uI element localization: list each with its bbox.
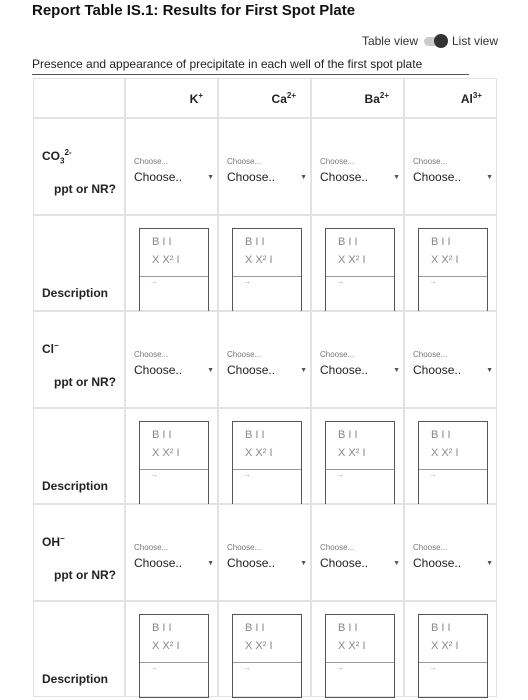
dropdown-value[interactable]: Choose.. — [227, 556, 276, 570]
description-cell-oh-k — [125, 601, 218, 697]
view-switch[interactable] — [422, 34, 448, 48]
editor-toolbar[interactable] — [140, 615, 208, 663]
format-buttons-row2[interactable]: X X² I — [338, 254, 366, 266]
description-cell-co3-k — [125, 215, 218, 311]
format-buttons-row1[interactable]: B I I — [245, 236, 265, 248]
format-buttons-row1[interactable]: B I I — [431, 622, 451, 634]
format-buttons-row2[interactable]: X X² I — [152, 447, 180, 459]
dropdown-value[interactable]: Choose.. — [413, 363, 462, 377]
dropdown-value[interactable]: Choose.. — [413, 170, 462, 184]
rich-text-editor[interactable] — [139, 614, 209, 698]
dropdown-hint: Choose... — [134, 157, 169, 166]
chevron-down-icon[interactable]: ▼ — [486, 366, 493, 374]
ppt-label: ppt or NR? — [54, 182, 116, 196]
col-header-ba: $Ba^{2+}$ — [311, 78, 404, 118]
editor-toolbar[interactable] — [233, 615, 301, 663]
expand-arrow-icon[interactable]: → — [243, 663, 251, 672]
format-buttons-row1[interactable]: B I I — [338, 429, 358, 441]
rich-text-editor[interactable] — [418, 421, 488, 505]
rich-text-editor[interactable] — [139, 421, 209, 505]
format-buttons-row1[interactable]: B I I — [338, 236, 358, 248]
dropdown-hint: Choose... — [413, 350, 448, 359]
expand-arrow-icon[interactable]: → — [150, 277, 158, 286]
chevron-down-icon[interactable]: ▼ — [207, 559, 214, 567]
description-cell-co3-ba — [311, 215, 404, 311]
ppt-cell-co3-al — [404, 118, 497, 215]
col-header-ca: $Ca^{2+}$ — [218, 78, 311, 118]
rich-text-editor[interactable] — [325, 228, 395, 312]
chevron-down-icon[interactable]: ▼ — [486, 173, 493, 181]
description-cell-oh-ba — [311, 601, 404, 697]
chevron-down-icon[interactable]: ▼ — [300, 366, 307, 374]
description-label: Description — [42, 479, 109, 493]
format-buttons-row2[interactable]: X X² I — [245, 640, 273, 652]
ppt-cell-cl-ba — [311, 311, 404, 408]
expand-arrow-icon[interactable]: → — [429, 470, 437, 479]
format-buttons-row2[interactable]: X X² I — [152, 254, 180, 266]
dropdown-hint: Choose... — [413, 543, 448, 552]
format-buttons-row2[interactable]: X X² I — [338, 640, 366, 652]
rich-text-editor[interactable] — [325, 421, 395, 505]
description-label: Description — [42, 672, 109, 686]
chevron-down-icon[interactable]: ▼ — [300, 559, 307, 567]
dropdown-value[interactable]: Choose.. — [134, 363, 183, 377]
rich-text-editor[interactable] — [232, 421, 302, 505]
ppt-cell-co3-ba — [311, 118, 404, 215]
dropdown-value[interactable]: Choose.. — [413, 556, 462, 570]
editor-toolbar[interactable] — [326, 229, 394, 277]
format-buttons-row1[interactable]: B I I — [338, 622, 358, 634]
editor-toolbar[interactable] — [233, 422, 301, 470]
dropdown-hint: Choose... — [227, 543, 262, 552]
ppt-cell-oh-k — [125, 504, 218, 601]
format-buttons-row2[interactable]: X X² I — [431, 640, 459, 652]
dropdown-value[interactable]: Choose.. — [134, 170, 183, 184]
editor-toolbar[interactable] — [419, 422, 487, 470]
table-caption: Presence and appearance of precipitate in each well of the first spot plate — [32, 57, 469, 75]
ppt-dropdown[interactable] — [320, 157, 400, 184]
col-header-al: $Al^{3+}$ — [404, 78, 497, 118]
rich-text-editor[interactable] — [139, 228, 209, 312]
dropdown-hint: Choose... — [227, 350, 262, 359]
ppt-dropdown[interactable] — [134, 350, 214, 377]
dropdown-hint: Choose... — [320, 543, 355, 552]
ppt-dropdown[interactable] — [227, 157, 307, 184]
dropdown-hint: Choose... — [134, 350, 169, 359]
expand-arrow-icon[interactable]: → — [336, 663, 344, 672]
format-buttons-row2[interactable]: X X² I — [152, 640, 180, 652]
expand-arrow-icon[interactable]: → — [150, 663, 158, 672]
description-cell-cl-k — [125, 408, 218, 504]
header-row — [33, 78, 497, 118]
description-label-cell — [33, 408, 125, 504]
description-row-co3 — [33, 215, 497, 311]
ppt-row-oh — [33, 504, 497, 601]
chevron-down-icon[interactable]: ▼ — [393, 366, 400, 374]
format-buttons-row2[interactable]: X X² I — [431, 254, 459, 266]
ppt-label: ppt or NR? — [54, 568, 116, 582]
format-buttons-row1[interactable]: B I I — [431, 236, 451, 248]
dropdown-value[interactable]: Choose.. — [227, 170, 276, 184]
format-buttons-row1[interactable]: B I I — [431, 429, 451, 441]
chevron-down-icon[interactable]: ▼ — [207, 173, 214, 181]
editor-toolbar[interactable] — [326, 422, 394, 470]
ppt-cell-cl-k — [125, 311, 218, 408]
expand-arrow-icon[interactable]: → — [150, 470, 158, 479]
anion-label: $CO_3^{2-}$ — [42, 148, 72, 166]
ppt-dropdown[interactable] — [413, 157, 493, 184]
dropdown-value[interactable]: Choose.. — [320, 363, 369, 377]
expand-arrow-icon[interactable]: → — [243, 470, 251, 479]
anion-cell-co3 — [33, 118, 125, 215]
description-cell-cl-al — [404, 408, 497, 504]
format-buttons-row2[interactable]: X X² I — [338, 447, 366, 459]
table-view-label[interactable]: Table view — [361, 34, 418, 48]
dropdown-value[interactable]: Choose.. — [227, 363, 276, 377]
ppt-cell-oh-ca — [218, 504, 311, 601]
view-toggle[interactable] — [362, 34, 498, 48]
expand-arrow-icon[interactable]: → — [243, 277, 251, 286]
editor-toolbar[interactable] — [140, 229, 208, 277]
ppt-cell-co3-ca — [218, 118, 311, 215]
rich-text-editor[interactable] — [232, 228, 302, 312]
format-buttons-row1[interactable]: B I I — [245, 429, 265, 441]
description-cell-oh-ca — [218, 601, 311, 697]
ppt-cell-cl-al — [404, 311, 497, 408]
format-buttons-row2[interactable]: X X² I — [431, 447, 459, 459]
anion-cell-cl — [33, 311, 125, 408]
editor-toolbar[interactable] — [233, 229, 301, 277]
anion-label: Cl− — [42, 341, 59, 356]
expand-arrow-icon[interactable]: → — [429, 663, 437, 672]
description-cell-co3-al — [404, 215, 497, 311]
col-header-k: K+ — [125, 78, 218, 118]
format-buttons-row2[interactable]: X X² I — [245, 447, 273, 459]
ppt-dropdown[interactable] — [320, 543, 400, 570]
rich-text-editor[interactable] — [418, 614, 488, 698]
corner-cell — [33, 78, 125, 118]
ppt-dropdown[interactable] — [227, 350, 307, 377]
chevron-down-icon[interactable]: ▼ — [207, 366, 214, 374]
format-buttons-row1[interactable]: B I I — [245, 622, 265, 634]
editor-toolbar[interactable] — [326, 615, 394, 663]
expand-arrow-icon[interactable]: → — [336, 470, 344, 479]
description-row-oh — [33, 601, 497, 697]
editor-toolbar[interactable] — [419, 229, 487, 277]
editor-toolbar[interactable] — [419, 615, 487, 663]
description-cell-cl-ba — [311, 408, 404, 504]
expand-arrow-icon[interactable]: → — [429, 277, 437, 286]
dropdown-value[interactable]: Choose.. — [320, 170, 369, 184]
rich-text-editor[interactable] — [418, 228, 488, 312]
ppt-cell-oh-ba — [311, 504, 404, 601]
dropdown-hint: Choose... — [320, 157, 355, 166]
page-title: Report Table IS.1: Results for First Spot Plate — [32, 2, 356, 19]
chevron-down-icon[interactable]: ▼ — [393, 559, 400, 567]
dropdown-hint: Choose... — [227, 157, 262, 166]
chevron-down-icon[interactable]: ▼ — [393, 173, 400, 181]
format-buttons-row1[interactable]: B I I — [152, 622, 172, 634]
ppt-dropdown[interactable] — [413, 543, 493, 570]
chevron-down-icon[interactable]: ▼ — [300, 173, 307, 181]
chevron-down-icon[interactable]: ▼ — [486, 559, 493, 567]
description-cell-oh-al — [404, 601, 497, 697]
anion-label: OH− — [42, 534, 65, 549]
format-buttons-row1[interactable]: B I I — [152, 429, 172, 441]
description-label-cell — [33, 601, 125, 697]
expand-arrow-icon[interactable]: → — [336, 277, 344, 286]
list-view-label[interactable]: List view — [451, 34, 498, 48]
format-buttons-row1[interactable]: B I I — [152, 236, 172, 248]
ppt-dropdown[interactable] — [227, 543, 307, 570]
ppt-label: ppt or NR? — [54, 375, 116, 389]
rich-text-editor[interactable] — [232, 614, 302, 698]
ppt-dropdown[interactable] — [134, 157, 214, 184]
ppt-cell-co3-k — [125, 118, 218, 215]
ppt-dropdown[interactable] — [320, 350, 400, 377]
description-label-cell — [33, 215, 125, 311]
ppt-dropdown[interactable] — [413, 350, 493, 377]
dropdown-hint: Choose... — [320, 350, 355, 359]
rich-text-editor[interactable] — [325, 614, 395, 698]
ppt-row-cl — [33, 311, 497, 408]
dropdown-hint: Choose... — [134, 543, 169, 552]
description-row-cl — [33, 408, 497, 504]
ppt-row-co3 — [33, 118, 497, 215]
dropdown-value[interactable]: Choose.. — [320, 556, 369, 570]
ppt-dropdown[interactable] — [134, 543, 214, 570]
ppt-cell-oh-al — [404, 504, 497, 601]
editor-toolbar[interactable] — [140, 422, 208, 470]
ppt-cell-cl-ca — [218, 311, 311, 408]
anion-cell-oh — [33, 504, 125, 601]
dropdown-value[interactable]: Choose.. — [134, 556, 183, 570]
description-label: Description — [42, 286, 109, 300]
description-cell-co3-ca — [218, 215, 311, 311]
description-cell-cl-ca — [218, 408, 311, 504]
format-buttons-row2[interactable]: X X² I — [245, 254, 273, 266]
dropdown-hint: Choose... — [413, 157, 448, 166]
results-table — [33, 78, 497, 697]
